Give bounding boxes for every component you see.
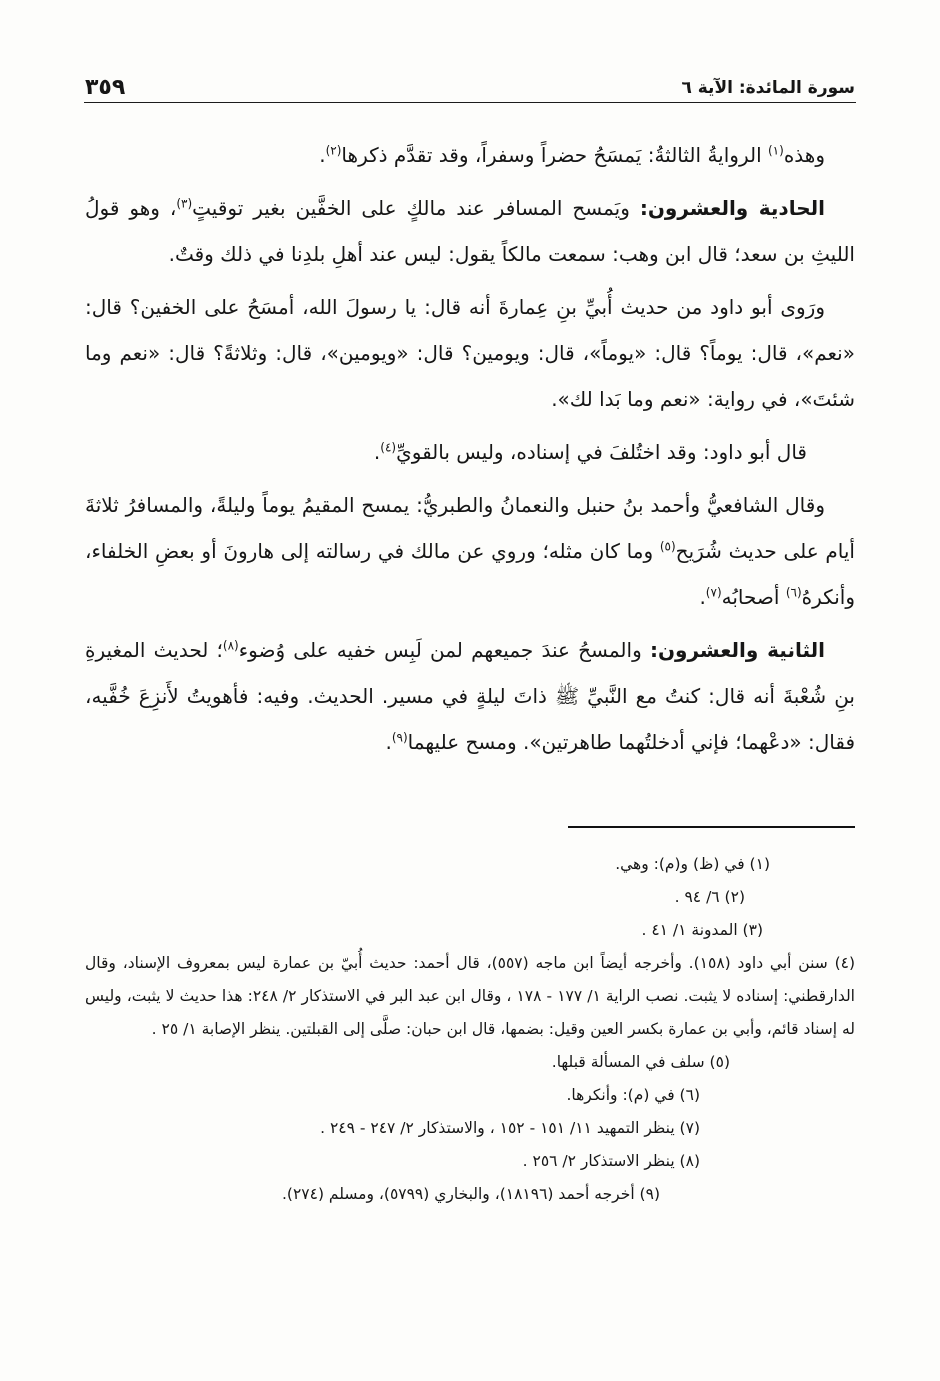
footnote-5: (٥) سلف في المسألة قبلها. [551, 1053, 730, 1071]
paragraph-qala-abu-dawud [85, 429, 855, 475]
footnote-3: (٣) المدونة ١/ ٤١ . [641, 921, 763, 939]
paragraph-masala-21 [85, 185, 855, 277]
section-heading-21: الحادية والعشرون: [639, 196, 825, 220]
paragraph-text: قال أبو داود: وقد اختُلفَ في إسناده، وليس بالقويِّ$^{(٤)}$. [373, 440, 807, 464]
paragraph-text: وقال الشافعيُّ وأحمد بنُ حنبل والنعمانُ والطبريُّ: يمسح المقيمُ يوماً وليلةً، والمسافرُ ثلاثةَ أيام على حديث شُرَيح$^{(٥)}$ وما كان مثله؛ وروي عن مالك في رسالته إلى هارونَ أو بعضِ الخلفاء، وأنكرهُ$^{(٦)}$ أصحابُه$^{(٧)}$. [85, 493, 855, 609]
footnote-6: (٦) في (م): وأنكرها. [566, 1086, 700, 1104]
footnote-4: (٤) سنن أبي داود (١٥٨). وأخرجه أيضاً ابن ماجه (٥٥٧)، قال أحمد: حديث أُبيّ بن عمارة ليس بمعروف الإسناد، وقال الدارقطني: إسناده لا يثبت. نصب الراية ١/ ١٧٧ - ١٧٨ ، وقال ابن عبد البر في الاستذكار ٢/ ٢٤٨: هذا حديث لا يثبت، وليس له إسناد قائم، وأبي بن عمارة بكسر العين وقيل: بضمها، قال ابن حبان: صلَّى إلى القبلتين. ينظر الإصابة ١/ ٢٥ . [85, 954, 856, 1038]
footnote-1: (١) في (ظ) و(م): وهي. [615, 855, 770, 873]
chapter-title: سورة المائدة: الآية ٦ [681, 78, 855, 98]
footnote-2: (٢) ٦/ ٩٤ . [674, 888, 745, 906]
paragraph-hadith-abu-dawud [85, 284, 855, 422]
paragraph-text: وهذه$^{(١)}$ الروايةُ الثالثةُ: يَمسَحُ حضراً وسفراً، وقد تقدَّم ذكرها$^{(٢)}$. [319, 143, 825, 167]
paragraph-text: والمسحُ عندَ جميعهم لمن لَبِس خفيه على وُضوء$^{(٨)}$؛ لحديث المغيرةِ بنِ شُعْبةَ أنه قال: كنتُ مع النَّبيِّ ﷺ ذاتَ ليلةٍ في مسير. الحديث. وفيه: فأهويتُ لأَنزِعَ خُفَّيه، فقال: «دعْهما؛ فإني أدخلتُهما طاهرتين». ومسح عليهما$^{(٩)}$. [85, 638, 855, 754]
header-divider [84, 102, 856, 103]
footnotes [85, 848, 855, 1211]
paragraph-shafii-opinion [85, 482, 855, 620]
main-text [85, 132, 855, 772]
paragraph-text: ورَوى أبو داود من حديث أُبيِّ بنِ عِمارةَ أنه قال: يا رسولَ الله، أمسَحُ على الخفين؟ قال: «نعم»، قال: يوماً؟ قال: «يوماً»، قال: ويومين؟ قال: «ويومين»، قال: وثلاثةً؟ قال: «نعم وما شئتَ»، في رواية: «نعم وما بَدا لك». [85, 295, 855, 411]
footnote-7: (٧) ينظر التمهيد ١١/ ١٥١ - ١٥٢ ، والاستذكار ٢/ ٢٤٧ - ٢٤٩ . [320, 1119, 700, 1137]
footnote-divider [568, 826, 855, 828]
page-number: ٣٥٩ [85, 75, 126, 100]
paragraph-masala-22 [85, 627, 855, 765]
page-header [85, 70, 855, 100]
footnote-9: (٩) أخرجه أحمد (١٨١٩٦)، والبخاري (٥٧٩٩)، ومسلم (٢٧٤). [281, 1185, 660, 1203]
footnote-8: (٨) ينظر الاستذكار ٢/ ٢٥٦ . [522, 1152, 700, 1170]
paragraph-text: ويَمسح المسافر عند مالكٍ على الخفَّين بغير توقيتٍ$^{(٣)}$، وهو قولُ الليثِ بن سعد؛ قال ابن وهب: سمعت مالكاً يقول: ليس عند أهلِ بلدِنا في ذلك وقتٌ. [85, 196, 855, 266]
section-heading-22: الثانية والعشرون: [649, 638, 826, 662]
paragraph-riwaya-thalitha [85, 132, 855, 178]
